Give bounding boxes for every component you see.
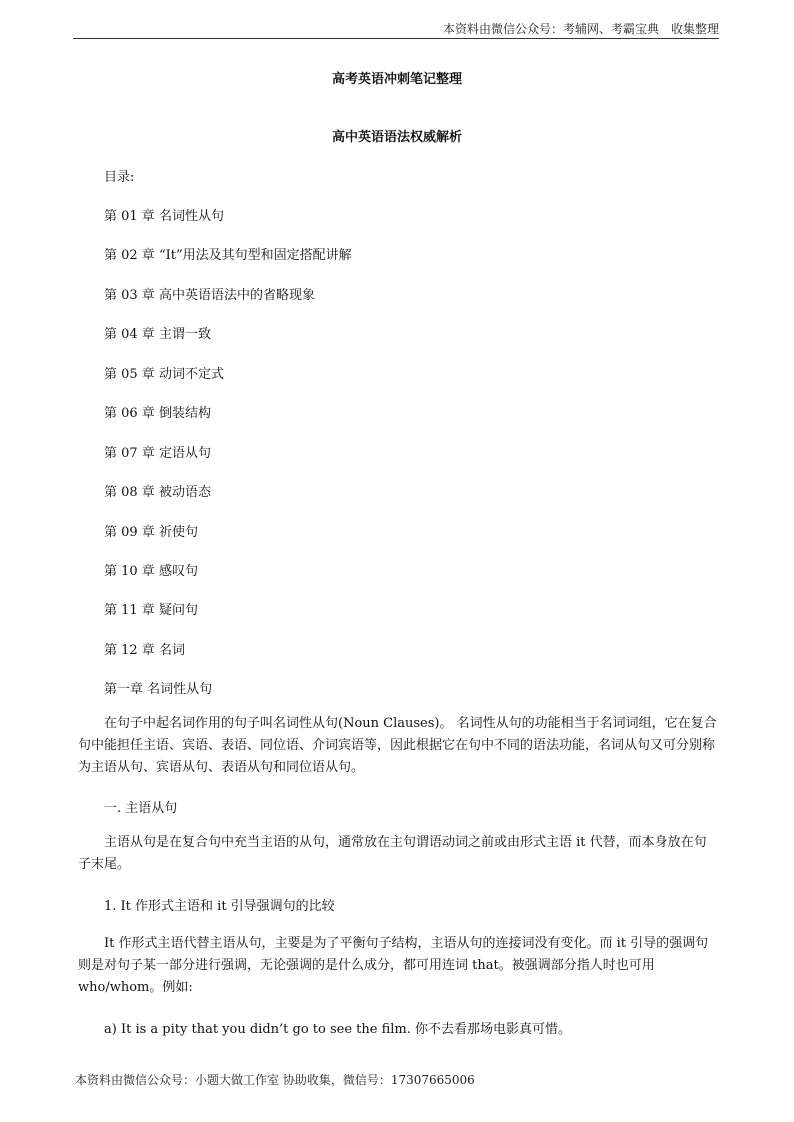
toc-item-03: 第 03 章 高中英语语法中的省略现象 xyxy=(104,288,315,303)
subsection-heading-it: 1. It 作形式主语和 it 引导强调句的比较 xyxy=(104,899,335,914)
toc-item-06: 第 06 章 倒装结构 xyxy=(104,406,211,421)
header-divider xyxy=(73,38,719,39)
toc-label: 目录: xyxy=(104,170,135,185)
document-title: 高考英语冲刺笔记整理 xyxy=(331,72,462,87)
page-footer: 本资料由微信公众号：小题大做工作室 协助收集，微信号：17307665006 xyxy=(75,1073,475,1087)
section-heading-subject-clause: 一. 主语从句 xyxy=(104,801,178,816)
page-header: 本资料由微信公众号：考辅网、考霸宝典 收集整理 xyxy=(442,22,719,36)
toc-item-08: 第 08 章 被动语态 xyxy=(104,485,211,500)
toc-item-12: 第 12 章 名词 xyxy=(104,643,185,658)
toc-item-07: 第 07 章 定语从句 xyxy=(104,446,211,461)
toc-item-11: 第 11 章 疑问句 xyxy=(104,603,198,618)
chapter-heading: 第一章 名词性从句 xyxy=(104,682,213,697)
toc-item-04: 第 04 章 主谓一致 xyxy=(104,327,211,342)
toc-item-05: 第 05 章 动词不定式 xyxy=(104,367,224,382)
it-comparison-paragraph: It 作形式主语代替主语从句，主要是为了平衡句子结构，主语从句的连接词没有变化。而 it 引导的强调句则是对句子某一部分进行强调，无论强调的是什么成分，都可用连词 that。被强调部分指人时也可用 who/whom。例如: xyxy=(78,936,709,995)
subject-clause-paragraph: 主语从句是在复合句中充当主语的从句，通常放在主句谓语动词之前或由形式主语 it 代替，而本身放在句子末尾。 xyxy=(78,835,707,872)
toc-item-01: 第 01 章 名词性从句 xyxy=(104,209,224,224)
toc-item-10: 第 10 章 感叹句 xyxy=(104,564,198,579)
toc-item-02: 第 02 章 “It”用法及其句型和固定搭配讲解 xyxy=(104,248,352,263)
example-sentence-a: a) It is a pity that you didn’t go to see the film. 你不去看那场电影真可惜。 xyxy=(104,1022,572,1037)
toc-item-09: 第 09 章 祈使句 xyxy=(104,525,198,540)
document-subtitle: 高中英语语法权威解析 xyxy=(331,130,462,145)
intro-paragraph: 在句子中起名词作用的句子叫名词性从句(Noun Clauses)。 名词性从句的功能相当于名词词组，它在复合句中能担任主语、宾语、表语、同位语、介词宾语等，因此根据它在句中不同的语法功能，名词从句又可分别称为主语从句、宾语从句、表语从句和同位语从句。 xyxy=(78,716,717,775)
